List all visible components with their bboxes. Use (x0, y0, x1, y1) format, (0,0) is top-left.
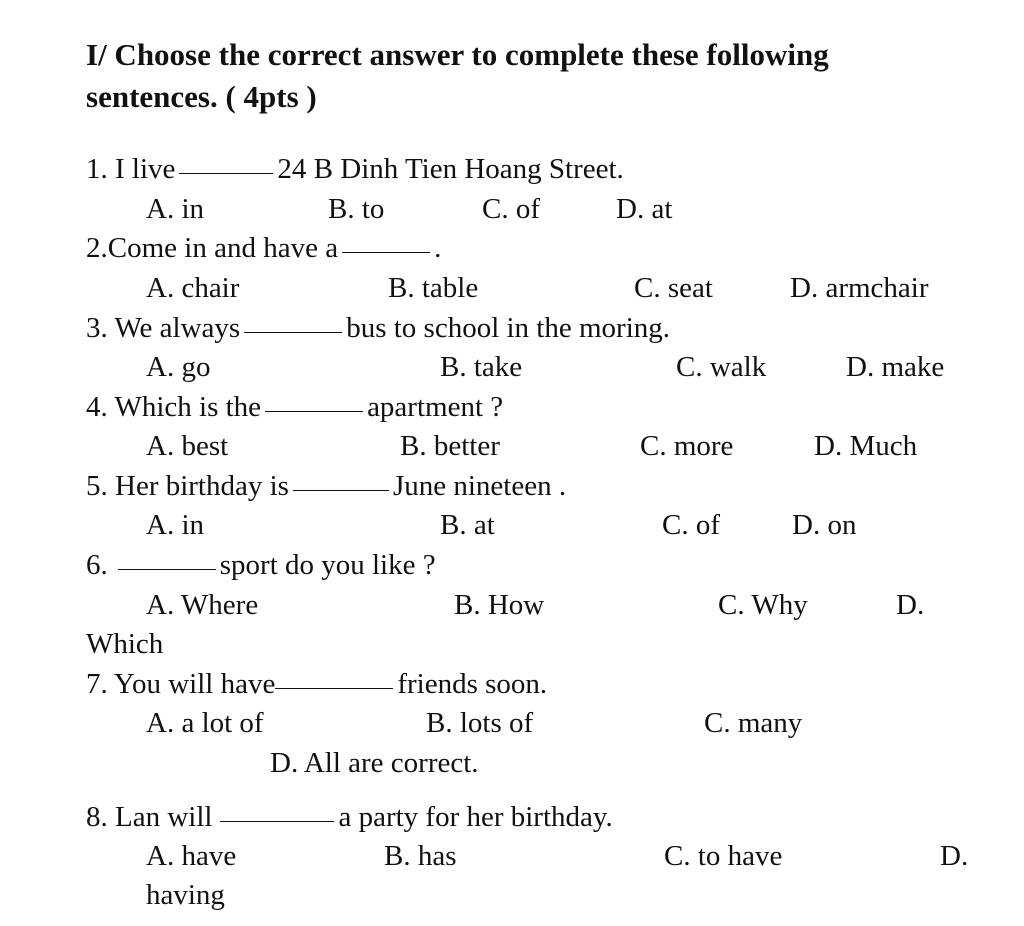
question-1 (86, 151, 624, 187)
q3-option-a: A. go (146, 351, 211, 383)
q6-option-d: D. (896, 589, 925, 621)
question-4-stem: 4. Which is the (86, 391, 262, 423)
question-8-rest: a party for her birthday. (338, 801, 613, 833)
answer-blank (265, 389, 363, 412)
question-1-rest: 24 B Dinh Tien Hoang Street. (277, 153, 624, 185)
answer-blank (342, 230, 430, 253)
question-8-stem: 8. Lan will (86, 801, 213, 833)
q5-option-b: B. at (440, 509, 495, 541)
q2-option-d: D. armchair (790, 272, 929, 304)
answer-blank (244, 310, 342, 333)
answer-blank (179, 151, 273, 174)
q6-option-c: C. Why (718, 589, 808, 621)
q3-option-d: D. make (846, 351, 945, 383)
q7-option-c: C. many (704, 707, 803, 739)
q2-option-b: B. table (388, 272, 479, 304)
q1-option-c: C. of (482, 193, 540, 225)
question-7-rest: friends soon. (397, 668, 548, 700)
q6-option-d-text: Which (86, 628, 164, 660)
q6-option-a: A. Where (146, 589, 259, 621)
q2-option-a: A. chair (146, 272, 240, 304)
question-4 (86, 389, 503, 425)
q4-option-d: D. Much (814, 430, 918, 462)
question-2-stem: 2.Come in and have a (86, 232, 339, 264)
q4-option-b: B. better (400, 430, 500, 462)
q5-option-d: D. on (792, 509, 857, 541)
q1-option-d: D. at (616, 193, 673, 225)
q7-option-a: A. a lot of (146, 707, 264, 739)
q6-option-b: B. How (454, 589, 545, 621)
question-2 (86, 230, 441, 266)
question-6-stem: 6. (86, 549, 108, 581)
question-6-rest: sport do you like ? (219, 549, 436, 581)
q8-option-b: B. has (384, 840, 457, 872)
question-6 (86, 547, 436, 583)
q7-option-d: D. All are correct. (270, 747, 479, 779)
q5-option-c: C. of (662, 509, 720, 541)
q7-option-b: B. lots of (426, 707, 534, 739)
q8-option-a: A. have (146, 840, 237, 872)
q3-option-c: C. walk (676, 351, 767, 383)
q8-option-d-text: having (146, 879, 225, 911)
question-8 (86, 799, 613, 835)
q2-option-c: C. seat (634, 272, 713, 304)
question-5-rest: June nineteen . (392, 470, 567, 502)
question-3 (86, 310, 670, 346)
q8-option-c: C. to have (664, 840, 783, 872)
q1-option-b: B. to (328, 193, 385, 225)
q3-option-b: B. take (440, 351, 523, 383)
q4-option-c: C. more (640, 430, 734, 462)
answer-blank (118, 547, 216, 570)
q5-option-a: A. in (146, 509, 204, 541)
question-5-stem: 5. Her birthday is (86, 470, 289, 502)
q4-option-a: A. best (146, 430, 229, 462)
exercise-title: I/ Choose the correct answer to complete these following sentences. ( 4pts ) (86, 37, 829, 114)
question-4-rest: apartment ? (367, 391, 504, 423)
question-2-rest: . (434, 232, 442, 264)
answer-blank (275, 666, 393, 689)
q1-option-a: A. in (146, 193, 204, 225)
answer-blank (220, 799, 334, 822)
question-5 (86, 468, 566, 504)
q8-option-d: D. (940, 840, 969, 872)
question-1-stem: 1. I live (86, 153, 176, 185)
question-7 (86, 666, 547, 702)
answer-blank (293, 468, 389, 491)
question-3-rest: bus to school in the moring. (346, 312, 671, 344)
question-3-stem: 3. We always (86, 312, 241, 344)
question-7-stem: 7. You will have (86, 668, 276, 700)
